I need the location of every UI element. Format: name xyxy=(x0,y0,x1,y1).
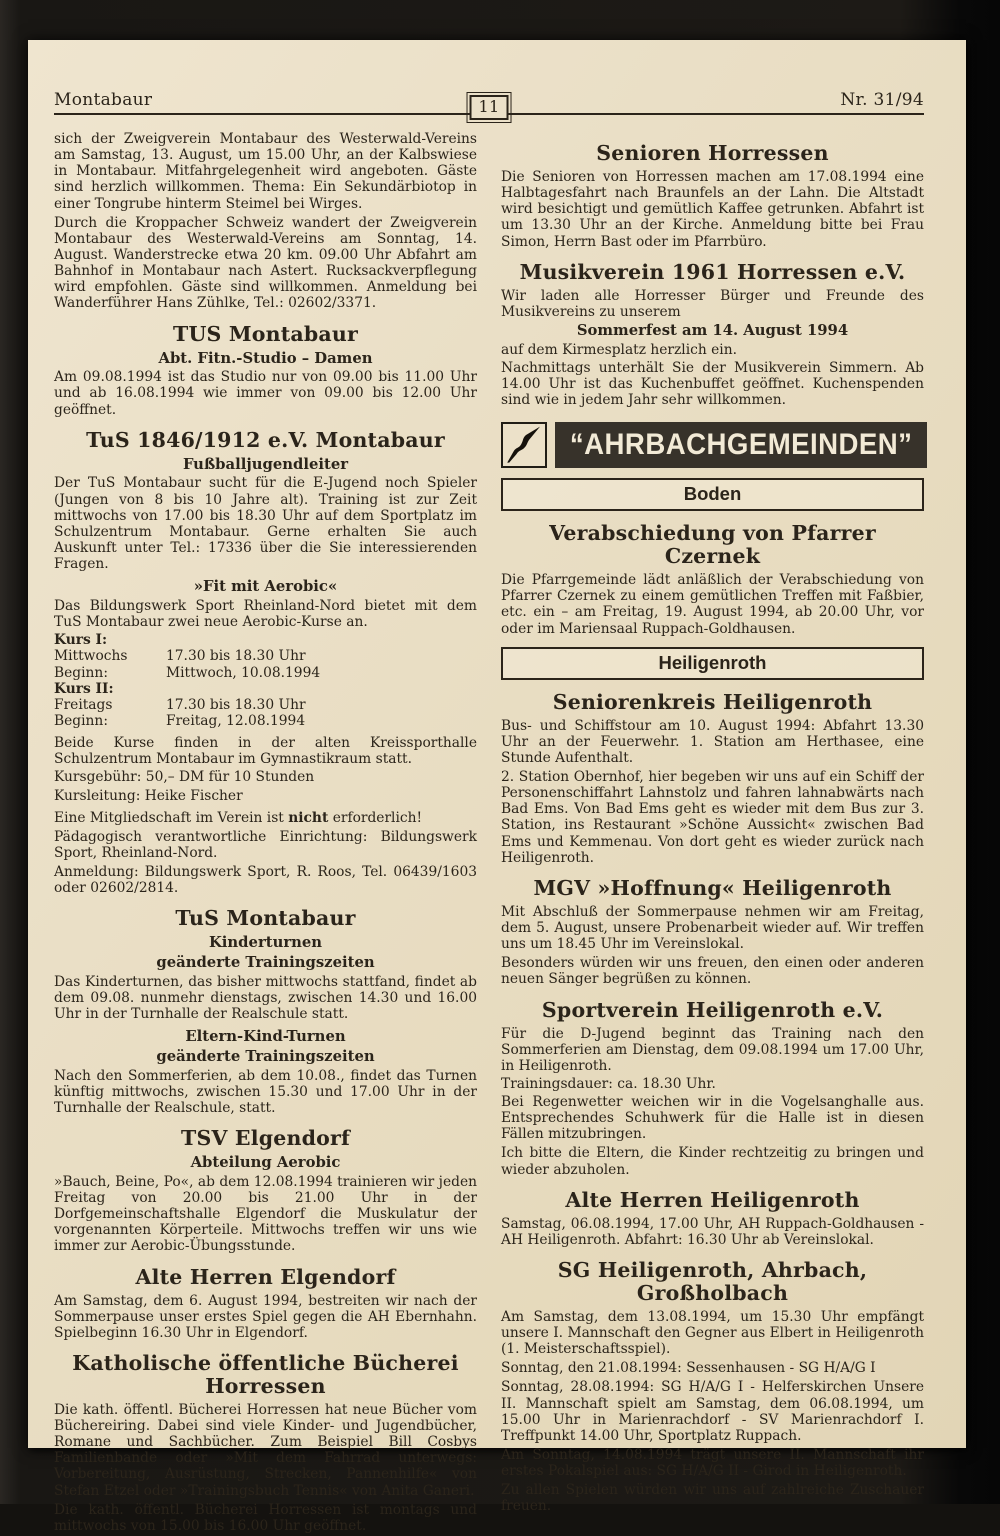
paragraph: Die kath. öffentl. Bücherei Horressen hat neue Bücher vom Büchereiring. Dabei sind viele Kinder- und Jugendbücher, Romane und Sachbücher. Zum Beispiel Bill Cosbys Familienbande oder »Mit dem Fahrrad unterwegs: Vorbereitung, Ausrüstung, Strecken, Pannenhilfe« von Stefan Etzel oder »Trainingsbuch Tennis« von Anita Ganeri. xyxy=(54,1401,477,1499)
paragraph: Das Bildungswerk Sport Rheinland-Nord bietet mit dem TuS Montabaur zwei neue Aerobic-Kurse an. xyxy=(54,597,477,631)
paragraph: Die kath. öffentl. Bücherei Horressen ist montags und mittwochs von 15.00 bis 16.00 Uhr geöffnet. xyxy=(54,1501,477,1534)
article-heading: TuS 1846/1912 e.V. Montabaur xyxy=(86,427,445,452)
paragraph: 2. Station Obernhof, hier begeben wir uns auf ein Schiff der Personenschiffahrt Lahnstolz und fahren lahnabwärts nach Bad Ems. Von Bad Ems geht es wieder mit dem Bus zur 3. Station, ins Restaurant »Schöne Aussicht« zwischen Bad Ems und Kemmenau. Von dort geht es wieder zurück nach Heiligenroth. xyxy=(501,769,924,866)
issue-number: Nr. 31/94 xyxy=(840,90,924,110)
article-heading: Verabschiedung von Pfarrer Czernek xyxy=(549,521,876,569)
text-line: Kursgebühr: 50,– DM für 10 Stunden xyxy=(54,769,315,786)
article-heading: TuS Montabaur xyxy=(175,906,356,931)
schedule-label: Freitags xyxy=(54,696,113,713)
paragraph: Am Samstag, dem 6. August 1994, bestreiten wir nach der Sommerpause unser erstes Spiel gegen die AH Ebernhahn. Spielbeginn 16.30 Uhr in Elgendorf. xyxy=(54,1292,477,1341)
right-column xyxy=(501,131,924,1536)
paragraph: Samstag, 06.08.1994, 17.00 Uhr, AH Ruppach-Goldhausen - AH Heiligenroth. Abfahrt: 16.30 Uhr ab Vereinslokal. xyxy=(501,1215,924,1248)
article-heading: Sportverein Heiligenroth e.V. xyxy=(541,997,884,1022)
page-header xyxy=(54,90,924,115)
emphasized-text: nicht xyxy=(288,809,329,826)
article-subheading: Abt. Fitn.-Studio – Damen xyxy=(158,349,373,367)
text-line: Kursleitung: Heike Fischer xyxy=(54,787,243,804)
schedule-row xyxy=(54,697,477,713)
newsletter-page xyxy=(28,40,966,1534)
paragraph: Die Pfarrgemeinde lädt anläßlich der Verabschiedung von Pfarrer Czernek zu einem gemütlichen Treffen mit Faßbier, etc. ein – am Freitag, 19. August 1994, ab 20.00 Uhr, vor oder im Mariensaal Ruppach-Goldhausen. xyxy=(501,572,924,637)
paragraph: Der TuS Montabaur sucht für die E-Jugend noch Spieler (Jungen von 8 bis 10 Jahre alt). Training ist zur Zeit mittwochs von 17.00 bis 18.30 Uhr auf dem Sportplatz im Schulzentrum Montabaur. Gerne erhalten Sie auch Auskunft unter Tel.: 17336 über die Sie interessierenden Fragen. xyxy=(54,475,477,573)
schedule-value: 17.30 bis 18.30 Uhr xyxy=(166,648,306,665)
schedule-value: Mittwoch, 10.08.1994 xyxy=(166,664,321,681)
text-line: Trainingsdauer: ca. 18.30 Uhr. xyxy=(501,1075,716,1092)
paragraph: Für die D-Jugend beginnt das Training nach den Sommerferien am Dienstag, dem 09.08.1994 um 17.00 Uhr, in Heiligenroth. xyxy=(501,1025,924,1074)
paragraph: Sonntag, 28.08.1994: SG H/A/G I - Helferskirchen Unsere II. Mannschaft spielt am Samstag, dem 06.08.1994, um 15.00 Uhr in Marienrachdorf - SV Marienrachdorf I. Treffpunkt 14.00 Uhr, Sportplatz Ruppach. xyxy=(501,1379,924,1444)
paragraph: Durch die Kroppacher Schweiz wandert der Zweigverein Montabaur des Westerwald-Vereins am Sonntag, 14. August. Wanderstrecke etwa 20 km. 09.00 Uhr Abfahrt am Bahnhof in Montabaur nach Astert. Rucksackverpflegung wird empfohlen. Gäste sind willkommen. Anmeldung bei Wanderführer Hans Zühlke, Tel.: 02602/3371. xyxy=(54,214,477,312)
ahrbach-banner xyxy=(501,422,924,468)
article-subheading: Fußballjugendleiter xyxy=(182,455,349,473)
two-column-layout xyxy=(54,131,924,1536)
schedule-row xyxy=(54,665,477,681)
left-column xyxy=(54,131,477,1536)
paragraph: Anmeldung: Bildungswerk Sport, R. Roos, Tel. 06439/1603 oder 02602/2814. xyxy=(54,864,477,897)
paragraph: Bus- und Schiffstour am 10. August 1994: Abfahrt 13.30 Uhr an der Feuerwehr. 1. Station am Herthasee, eine Stunde Aufenthalt. xyxy=(501,717,924,766)
paragraph: sich der Zweigverein Montabaur des Westerwald-Vereins am Samstag, 13. August, um 15.00 Uhr, an der Kalbswiese in Montabaur. Mitfahrgelegenheit wird angeboten. Gäste sind herzlich willkommen. Thema: Ein Sekundärbiotop in einer Tongrube hinterm Steimel bei Wirges. xyxy=(54,131,477,212)
paragraph: Mit Abschluß der Sommerpause nehmen wir am Freitag, dem 5. August, unsere Probenarbeit wieder auf. Wir treffen uns um 18.45 Uhr im Vereinslokal. xyxy=(501,903,924,953)
schedule-label: Beginn: xyxy=(54,664,108,681)
article-heading: Alte Herren Elgendorf xyxy=(135,1264,396,1289)
paragraph: Am Sonntag, 14.08.1994 trägt unsere II. Mannschaft ihr erstes Pokalspiel aus: SG H/A/G II - Girod in Heiligenroth. xyxy=(501,1447,924,1480)
paragraph: Bei Regenwetter weichen wir in die Vogelsanghalle aus. Entsprechendes Schuhwerk für die Halle ist in diesen Fällen mitzubringen. xyxy=(501,1094,924,1143)
paragraph: Am Samstag, dem 13.08.1994, um 15.30 Uhr empfängt unsere I. Mannschaft den Gegner aus Elbert in Heiligenroth (1. Meisterschaftsspiel). xyxy=(501,1308,924,1358)
article-heading: TSV Elgendorf xyxy=(180,1126,351,1151)
text-segment: erforderlich! xyxy=(328,809,423,826)
article-subheading: Abteilung Aerobic xyxy=(190,1154,341,1172)
article-subheading: »Fit mit Aerobic« xyxy=(193,578,338,596)
schedule-label: Beginn: xyxy=(54,712,108,729)
paragraph: Nachmittags unterhält Sie der Musikverein Simmern. Ab 14.00 Uhr ist das Kuchenbuffet geöffnet. Kuchenspenden sind wie in jedem Jahr sehr willkommen. xyxy=(501,359,924,409)
schedule-row xyxy=(54,648,477,664)
paragraph: »Bauch, Beine, Po«, ab dem 12.08.1994 trainieren wir jeden Freitag von 20.00 bis 21.00 Uhr in der Dorfgemeinschaftshalle Elgendorf die Muskulatur der vorgenannten Körperteile. Mittwochs treffen wir uns wie immer zur Aerobic-Übungsstunde. xyxy=(54,1173,477,1255)
paragraph: Ich bitte die Eltern, die Kinder rechtzeitig zu bringen und wieder abzuholen. xyxy=(501,1145,924,1178)
schedule-value: 17.30 bis 18.30 Uhr xyxy=(166,696,306,713)
section-box: Boden xyxy=(501,478,924,511)
article-subheading: Eltern-Kind-Turnen xyxy=(185,1028,346,1046)
page-number: 11 xyxy=(470,95,509,120)
section-box: Heiligenroth xyxy=(501,647,924,680)
schedule-value: Freitag, 12.08.1994 xyxy=(166,712,306,729)
banner-title: “AHRBACHGEMEINDEN” xyxy=(569,428,913,462)
text-segment: Eine Mitgliedschaft im Verein ist xyxy=(54,809,289,826)
paragraph: Beide Kurse finden in der alten Kreissporthalle Schulzentrum Montabaur im Gymnastikraum statt. xyxy=(54,735,477,768)
article-heading: SG Heiligenroth, Ahrbach, Großholbach xyxy=(557,1258,868,1305)
schedule-label: Mittwochs xyxy=(54,648,128,665)
paragraph: Sonntag, den 21.08.1994: Sessenhausen - SG H/A/G I xyxy=(501,1360,876,1377)
article-subheading: Kinderturnen xyxy=(208,934,323,952)
paragraph: Die Senioren von Horressen machen am 17.08.1994 eine Halbtagesfahrt nach Braunfels an der Lahn. Die Altstadt wird besichtigt und gemütlich Kaffee getrunken. Abfahrt ist um 13.30 Uhr an der Kirche. Anmeldung bitte bei Frau Simon, Herrn Bast oder im Pfarrbüro. xyxy=(501,168,924,250)
article-heading: Alte Herren Heiligenroth xyxy=(565,1187,860,1212)
paragraph: Wir laden alle Horresser Bürger und Freunde des Musikvereins zu unserem xyxy=(501,287,924,320)
article-heading: TUS Montabaur xyxy=(172,321,359,346)
article-subheading: geänderte Trainingszeiten xyxy=(156,954,375,972)
ahrbach-logo-icon xyxy=(501,422,547,468)
article-subheading: Sommerfest am 14. August 1994 xyxy=(576,321,849,339)
paragraph: Besonders würden wir uns freuen, den einen oder anderen neuen Sänger begrüßen zu können. xyxy=(501,955,924,988)
course-label: Kurs I: xyxy=(54,632,108,649)
paragraph: Pädagogisch verantwortliche Einrichtung: Bildungswerk Sport, Rheinland-Nord. xyxy=(54,828,477,861)
paragraph: Am 09.08.1994 ist das Studio nur von 09.00 bis 11.00 Uhr und ab 16.08.1994 wie immer von 09.00 bis 12.00 Uhr geöffnet. xyxy=(54,369,477,418)
banner-title-bar xyxy=(555,422,927,468)
header-section-label: Montabaur xyxy=(54,90,153,110)
article-heading: MGV »Hoffnung« Heiligenroth xyxy=(533,875,892,900)
paragraph: Nach den Sommerferien, ab dem 10.08., findet das Turnen künftig mittwochs, zwischen 15.30 und 17.00 Uhr in der Turnhalle der Realschule, statt. xyxy=(54,1067,477,1117)
text-line: auf dem Kirmesplatz herzlich ein. xyxy=(501,341,737,358)
paragraph xyxy=(54,810,477,826)
schedule-row xyxy=(54,713,477,729)
article-heading: Katholische öffentliche Bücherei Horressen xyxy=(72,1350,459,1398)
article-heading: Musikverein 1961 Horressen e.V. xyxy=(519,259,906,284)
article-subheading: geänderte Trainingszeiten xyxy=(156,1047,375,1065)
course-label: Kurs II: xyxy=(54,680,114,697)
article-heading: Seniorenkreis Heiligenroth xyxy=(552,689,873,714)
paragraph: Das Kinderturnen, das bisher mittwochs stattfand, findet ab dem 09.08. nunmehr dienstags, zwischen 14.30 und 16.00 Uhr in der Turnhalle der Realschule statt. xyxy=(54,973,477,1023)
paragraph: Zu allen Spielen würden wir uns auf zahlreiche Zuschauer freuen. xyxy=(501,1482,924,1515)
article-heading: Senioren Horressen xyxy=(596,141,829,165)
